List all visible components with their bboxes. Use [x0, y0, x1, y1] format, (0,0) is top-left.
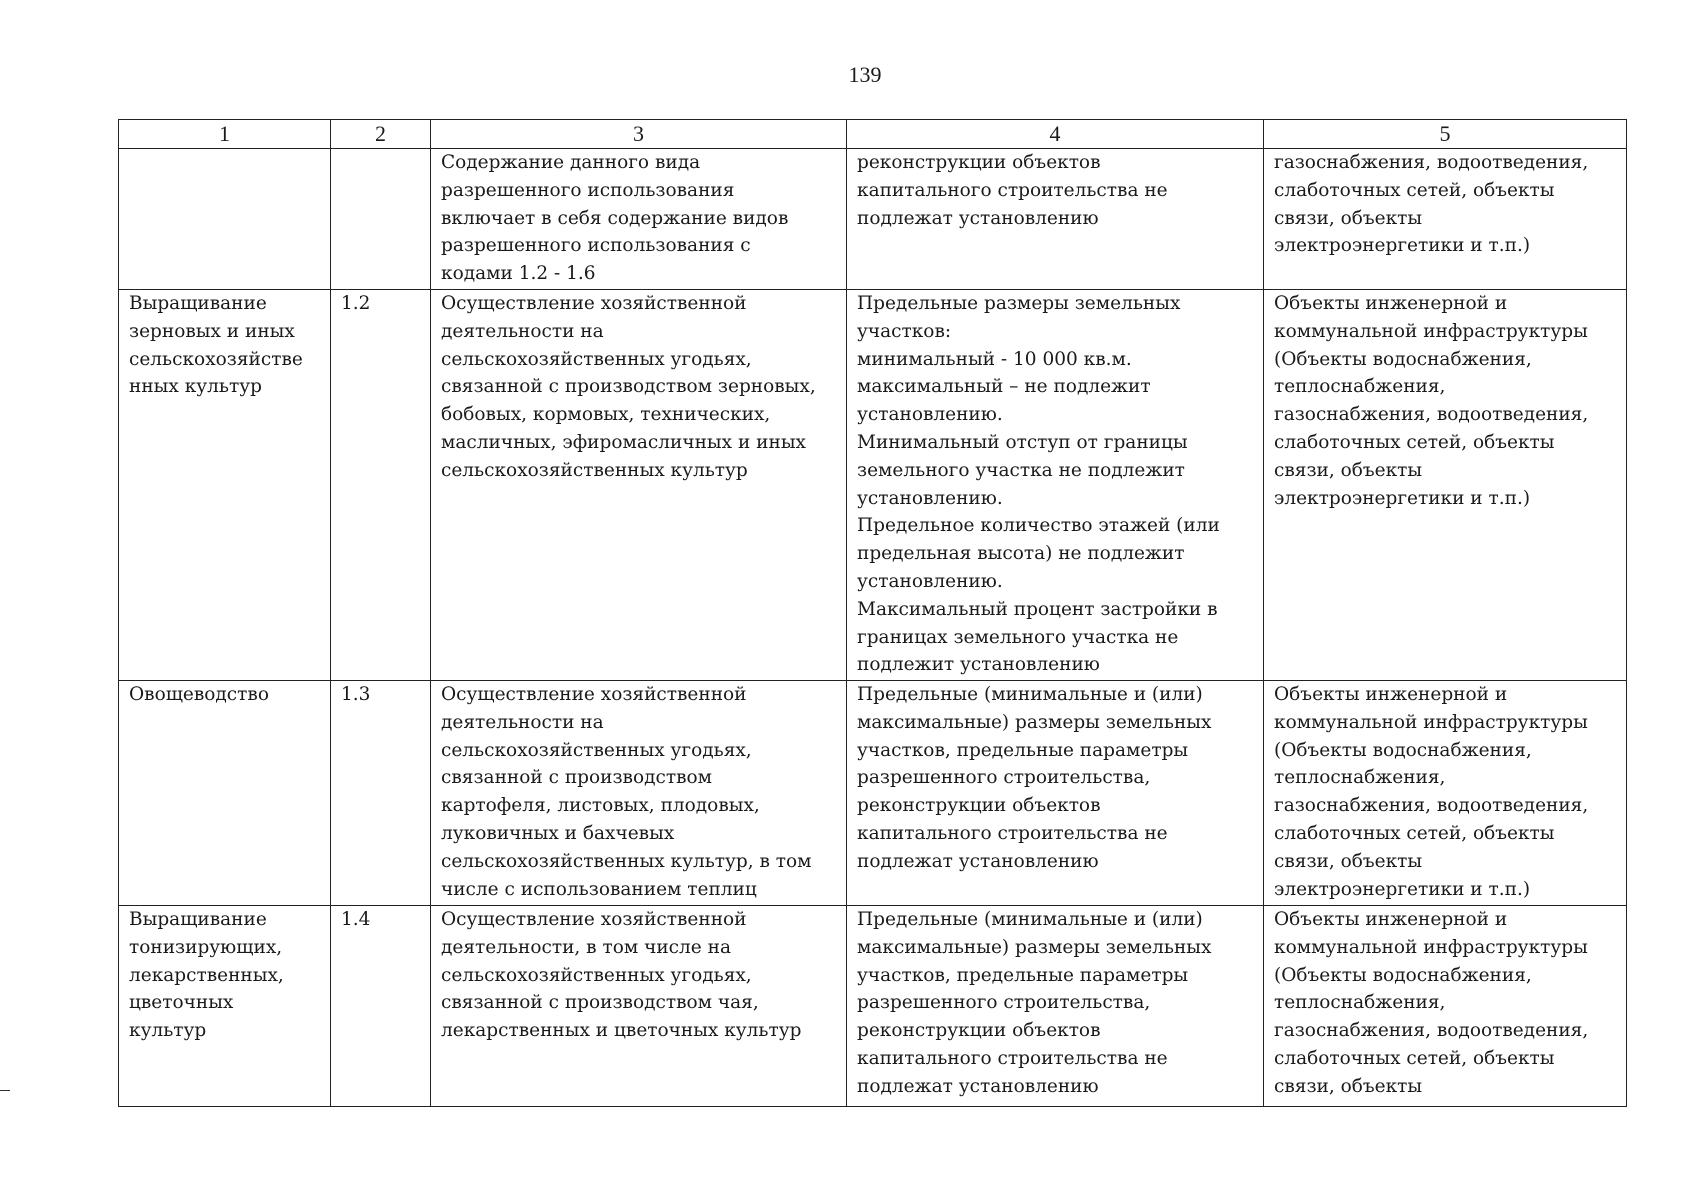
table-row	[119, 681, 1627, 906]
use-code: 1.3	[341, 684, 371, 705]
use-parameters: Предельные (минимальные и (или) максимальные) размеры земельных участков, предельные параметры разрешенного строительства, реконструкции объектов капитального строительства не подлежат установлению	[857, 684, 1212, 872]
use-parameters-cell	[847, 906, 1264, 1107]
table-row	[119, 149, 1627, 290]
use-description-cell	[431, 906, 847, 1107]
use-name-cell	[119, 149, 331, 290]
use-name: Выращивание тонизирующих, лекарственных, цветочных культур	[129, 909, 284, 1042]
use-parameters-cell	[847, 149, 1264, 290]
use-description: Содержание данного вида разрешенного использования включает в себя содержание видов разрешенного использования с кодами 1.2 - 1.6	[441, 152, 789, 285]
header-col-1: 1	[119, 120, 331, 149]
use-infrastructure: Объекты инженерной и коммунальной инфраструктуры (Объекты водоснабжения, теплоснабжения, газоснабжения, водоотведения, слаботочных сетей, объекты связи, объекты электроэнергетики и т.п.)	[1274, 684, 1589, 900]
use-infrastructure-cell	[1264, 290, 1627, 681]
use-name: Овощеводство	[129, 684, 269, 705]
header-col-2: 2	[331, 120, 431, 149]
use-description-cell	[431, 290, 847, 681]
use-code-cell	[331, 149, 431, 290]
use-description: Осуществление хозяйственной деятельности на сельскохозяйственных угодьях, связанной с производством зерновых, бобовых, кормовых, технических, масличных, эфиромасличных и иных сельскохозяйственных культур	[441, 293, 816, 481]
use-infrastructure-cell	[1264, 906, 1627, 1107]
header-row	[119, 120, 1627, 149]
use-infrastructure: газоснабжения, водоотведения, слаботочных сетей, объекты связи, объекты электроэнергетики и т.п.)	[1274, 152, 1589, 257]
use-code: 1.4	[341, 909, 371, 930]
use-name-cell	[119, 290, 331, 681]
use-parameters-cell	[847, 290, 1264, 681]
use-name: Выращивание зерновых и иных сельскохозяйстве нных культур	[129, 293, 303, 398]
use-description-cell	[431, 681, 847, 906]
use-name-cell	[119, 681, 331, 906]
use-parameters: Предельные (минимальные и (или) максимальные) размеры земельных участков, предельные параметры разрешенного строительства, реконструкции объектов капитального строительства не подлежат установлению	[857, 909, 1212, 1097]
use-infrastructure-cell	[1264, 149, 1627, 290]
use-description: Осуществление хозяйственной деятельности на сельскохозяйственных угодьях, связанной с производством картофеля, листовых, плодовых, луковичных и бахчевых сельскохозяйственных культур, в том числе с использованием теплиц	[441, 684, 812, 900]
use-parameters-cell	[847, 681, 1264, 906]
table-row	[119, 906, 1627, 1107]
use-description-cell	[431, 149, 847, 290]
land-use-table	[118, 119, 1627, 1107]
header-col-3: 3	[431, 120, 847, 149]
use-parameters: реконструкции объектов капитального строительства не подлежат установлению	[857, 152, 1168, 229]
use-infrastructure: Объекты инженерной и коммунальной инфраструктуры (Объекты водоснабжения, теплоснабжения, газоснабжения, водоотведения, слаботочных сетей, объекты связи, объекты	[1274, 909, 1589, 1097]
header-col-4: 4	[847, 120, 1264, 149]
header-col-5: 5	[1264, 120, 1627, 149]
margin-mark	[0, 1090, 10, 1091]
use-code-cell	[331, 290, 431, 681]
use-infrastructure-cell	[1264, 681, 1627, 906]
use-infrastructure: Объекты инженерной и коммунальной инфраструктуры (Объекты водоснабжения, теплоснабжения, газоснабжения, водоотведения, слаботочных сетей, объекты связи, объекты электроэнергетики и т.п.)	[1274, 293, 1589, 509]
use-description: Осуществление хозяйственной деятельности, в том числе на сельскохозяйственных угодьях, связанной с производством чая, лекарственных и цветочных культур	[441, 909, 802, 1042]
use-code: 1.2	[341, 293, 371, 314]
use-parameters: Предельные размеры земельных участков: минимальный - 10 000 кв.м. максимальный – не подлежит установлению. Минимальный отступ от границы земельного участка не подлежит установлению. Предельное количество этажей (или предельная высота) не подлежит установлению. Максимальный процент застройки в границах земельного участка не подлежит установлению	[857, 293, 1220, 676]
table-row	[119, 290, 1627, 681]
use-name-cell	[119, 906, 331, 1107]
use-code-cell	[331, 681, 431, 906]
page-number: 139	[848, 62, 882, 87]
use-code-cell	[331, 906, 431, 1107]
